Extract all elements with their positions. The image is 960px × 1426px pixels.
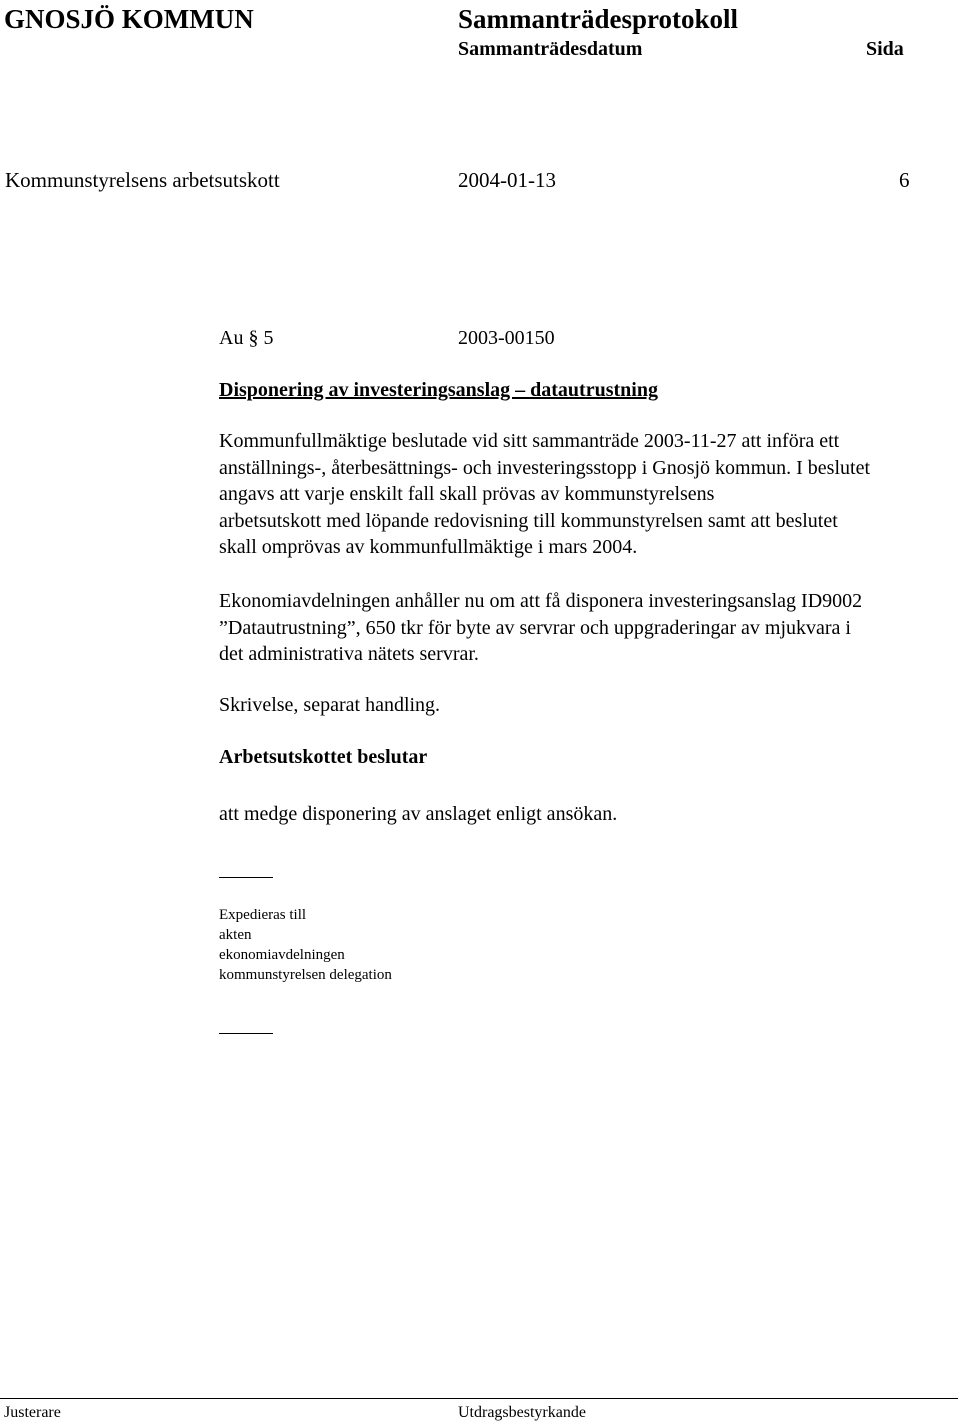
page-label: Sida xyxy=(866,38,904,60)
decision-text: att medge disponering av anslaget enligt ansökan. xyxy=(219,803,618,825)
paragraph-line: angavs att varje enskilt fall skall prövas av kommunstyrelsens xyxy=(219,483,715,505)
body-paragraph xyxy=(219,692,440,719)
distribution-line: Expedieras till xyxy=(219,907,307,923)
paragraph-line: skall omprövas av kommunfullmäktige i mars 2004. xyxy=(219,536,638,558)
paragraph-line: Kommunfullmäktige beslutade vid sitt sammanträde 2003-11-27 att införa ett xyxy=(219,430,840,452)
paragraph-line: Ekonomiavdelningen anhåller nu om att få disponera investeringsanslag ID9002 xyxy=(219,590,863,612)
distribution-line: ekonomiavdelningen xyxy=(219,947,345,963)
distribution-line: akten xyxy=(219,927,252,943)
paragraph-line: arbetsutskott med löpande redovisning till kommunstyrelsen samt att beslutet xyxy=(219,509,838,532)
distribution-list xyxy=(219,905,392,985)
meeting-date-label: Sammanträdesdatum xyxy=(458,38,643,60)
paragraph-line: det administrativa nätets servrar. xyxy=(219,643,479,665)
distribution-line: kommunstyrelsen delegation xyxy=(219,967,392,983)
case-paragraph: Au § 5 xyxy=(219,327,274,349)
page-number: 6 xyxy=(899,168,910,192)
paragraph-line: ”Datautrustning”, 650 tkr för byte av servrar och uppgraderingar av mjukvara i xyxy=(219,616,851,639)
committee-name: Kommunstyrelsens arbetsutskott xyxy=(5,168,280,192)
footer-justerare-label: Justerare xyxy=(4,1404,61,1421)
paragraph-line: anställnings-, återbesättnings- och investeringsstopp i Gnosjö kommun. I beslutet xyxy=(219,456,871,479)
body-paragraph xyxy=(219,428,870,561)
meeting-date: 2004-01-13 xyxy=(458,168,556,192)
body-paragraph xyxy=(219,588,862,668)
footer-utdragsbestyrkande-label: Utdragsbestyrkande xyxy=(458,1404,586,1421)
paragraph-line: Skrivelse, separat handling. xyxy=(219,694,441,716)
divider xyxy=(219,877,273,878)
organization-name: GNOSJÖ KOMMUN xyxy=(4,4,254,34)
document-title: Sammanträdesprotokoll xyxy=(458,4,739,34)
decision-heading: Arbetsutskottet beslutar xyxy=(219,746,428,768)
footer-divider xyxy=(0,1398,958,1399)
divider xyxy=(219,1033,273,1034)
case-number: 2003-00150 xyxy=(458,327,555,349)
section-title: Disponering av investeringsanslag – datautrustning xyxy=(219,379,658,401)
